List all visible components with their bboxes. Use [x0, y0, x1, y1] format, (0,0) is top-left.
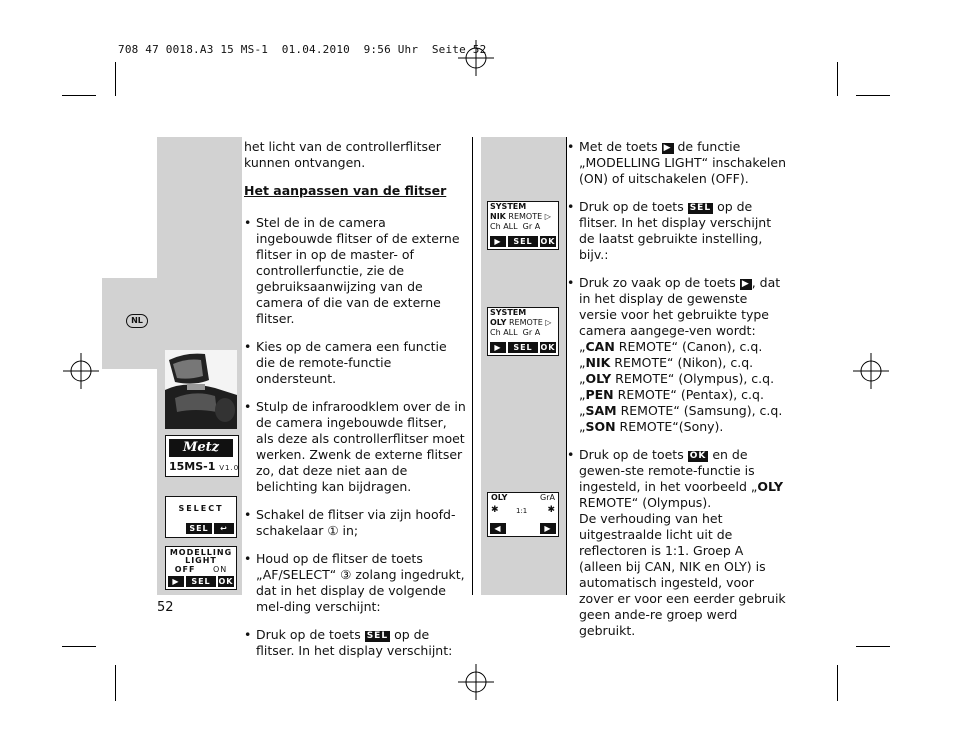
lcd-ratio-display [487, 492, 559, 537]
crop-mark [837, 62, 838, 96]
list-item-text: de functie „MODELLING LIGHT“ inschakelen (ON) of uitschakelen (OFF). [579, 139, 787, 186]
intro-text: het licht van de controllerflitser kunnen ontvangen. [244, 139, 441, 170]
remote-code: NIK [585, 355, 611, 370]
arrow-key-icon: ▶ [490, 342, 506, 353]
list-item: • Stel de in de camera ingebouwde flitser of de externe flitser in op de master- of controllerfunctie, zie de gebruiksaanwijzing van de camera of die van de externe flitser. [244, 215, 466, 327]
list-item: • Houd op de flitser de toets „AF/SELECT“ ③ zolang ingedrukt, dat in het display de volgende mel-ding verschijnt: [244, 551, 466, 615]
model-name: 15MS-1 [169, 460, 216, 473]
lcd-select-text: SELECT [178, 504, 224, 513]
remote-option: „SAM REMOTE“ (Samsung), c.q. [579, 403, 783, 418]
remote-option: „SON REMOTE“(Sony). [579, 419, 724, 434]
section-heading: Het aanpassen van de flitser [244, 183, 447, 198]
remote-option: „PEN REMOTE“ (Pentax), c.q. [579, 387, 764, 402]
lcd-group-text: GrA [540, 493, 555, 502]
lcd-on-text: ON [212, 565, 228, 574]
crop-mark [115, 62, 116, 96]
remote-code: SON [585, 419, 616, 434]
print-header: 708 47 0018.A3 15 MS-1 01.04.2010 9:56 Uhr Seite 52 [118, 43, 487, 56]
crop-mark [62, 95, 96, 96]
sel-key-icon: SEL [186, 576, 216, 587]
sel-key-icon: SEL [366, 631, 389, 641]
lcd-nik-remote-display [487, 201, 559, 250]
column-divider [472, 137, 473, 595]
list-item [567, 139, 787, 187]
metz-logo: Metz [169, 439, 233, 457]
list-item-text: Met de toets [579, 139, 658, 154]
arrow-key-icon: ▶ [663, 143, 672, 153]
registration-mark-icon [458, 40, 494, 76]
remote-code: CAN [585, 339, 615, 354]
list-item [244, 627, 466, 659]
lcd-channel-group: Ch ALL Gr A [490, 328, 541, 337]
list-item [567, 447, 787, 511]
firmware-version: V1.0 [219, 464, 240, 472]
list-item-text: en de gewen-ste remote-functie is ingesteld, in het voorbeeld „ [579, 447, 758, 494]
page-number: 52 [157, 600, 174, 615]
ratio-paragraph: De verhouding van het uitgestraalde licht uit de reflectoren is 1:1. Groep A (alleen bij CAN, NIK en OLY) is automatisch ingesteld, voor zover er voor een eerder gebruik geen ande-re groep werd gebruikt. [579, 511, 786, 638]
list-item: • Schakel de flitser via zijn hoofd-schakelaar ① in; [244, 507, 466, 539]
list-item: • Stulp de infraroodklem over de in de camera ingebouwde flitser, als deze als controllerflitser moet werken. Zwenk de externe flitser zo, dat deze niet aan de belichting kan bijdragen. [244, 399, 466, 495]
lcd-select-display [165, 496, 237, 538]
crop-mark [856, 95, 890, 96]
arrow-key-icon: ▶ [168, 576, 184, 587]
registration-mark-icon [458, 664, 494, 700]
language-badge: NL [126, 314, 148, 328]
arrow-left-key-icon: ◀ [490, 523, 506, 534]
list-item-text: op de flitser. In het display verschijnt: [256, 627, 453, 658]
column-left-text [244, 139, 466, 659]
remote-option: „OLY REMOTE“ (Olympus), c.q. [579, 371, 775, 386]
crop-mark [856, 646, 890, 647]
list-item-text: Druk op de toets [579, 199, 684, 214]
crop-mark [115, 665, 116, 701]
lcd-ratio-text: 1:1 [516, 507, 528, 515]
ok-key-icon: OK [689, 451, 707, 461]
remote-options-list [567, 339, 787, 435]
arrow-key-icon: ▶ [490, 236, 506, 247]
registration-mark-icon [853, 353, 889, 389]
arrow-key-icon: ▶ [540, 523, 556, 534]
reflector-right-icon: ✱ [547, 505, 555, 515]
sel-key-icon: SEL [689, 203, 712, 213]
lcd-oly-code: OLY [490, 318, 507, 327]
list-item-text: REMOTE“ (Olympus). [579, 495, 712, 510]
reflector-left-icon: ✱ [491, 505, 499, 515]
lcd-remote-text: REMOTE ▷ [506, 318, 552, 327]
list-item-text: Druk op de toets [256, 627, 361, 642]
lcd-off-text: OFF [174, 565, 196, 574]
lcd-system-text: SYSTEM [490, 202, 527, 211]
list-item [567, 275, 787, 339]
list-item-text: , dat in het display de gewenste versie voor het gebruikte type camera aangege-ven wordt: [579, 275, 781, 338]
list-item-text: Druk op de toets [579, 447, 684, 462]
lcd-remote-text: REMOTE ▷ [505, 212, 551, 221]
camera-infrared-clip-photo [165, 350, 237, 429]
lcd-light-text: LIGHT [185, 556, 217, 565]
list-item-text: Druk zo vaak op de toets [579, 275, 736, 290]
list-item [567, 199, 787, 263]
remote-code: SAM [585, 403, 617, 418]
lcd-oly-code: OLY [491, 493, 508, 502]
device-label-box [165, 435, 239, 477]
lcd-oly-remote-display [487, 307, 559, 356]
sel-key-icon: SEL [508, 236, 538, 247]
remote-option: „NIK REMOTE“ (Nikon), c.q. [579, 355, 754, 370]
lcd-channel-group: Ch ALL Gr A [490, 222, 541, 231]
ok-key-icon: OK [540, 343, 556, 352]
sel-key-icon: SEL [508, 342, 538, 353]
lcd-modelling-light-display [165, 546, 237, 590]
remote-code: OLY [585, 371, 612, 386]
lcd-system-text: SYSTEM [490, 308, 527, 317]
arrow-key-icon: ▶ [741, 279, 750, 289]
sel-key-icon: SEL [186, 523, 212, 534]
crop-mark [837, 665, 838, 701]
crop-mark [62, 646, 96, 647]
remote-code: PEN [585, 387, 614, 402]
registration-mark-icon [63, 353, 99, 389]
ok-key-icon: OK [540, 237, 556, 246]
remote-option: „CAN REMOTE“ (Canon), c.q. [579, 339, 763, 354]
return-key-icon: ↩ [214, 523, 234, 534]
lcd-modelling-text: MODELLING [169, 548, 233, 557]
ok-key-icon: OK [218, 577, 234, 586]
remote-code: OLY [757, 479, 784, 494]
column-right-text [567, 139, 787, 639]
lcd-nik-code: NIK [490, 212, 506, 221]
list-item: • Kies op de camera een functie die de remote-functie ondersteunt. [244, 339, 466, 387]
list-item-text: op de flitser. In het display verschijnt de laatst gebruikte instelling, bijv.: [579, 199, 772, 262]
